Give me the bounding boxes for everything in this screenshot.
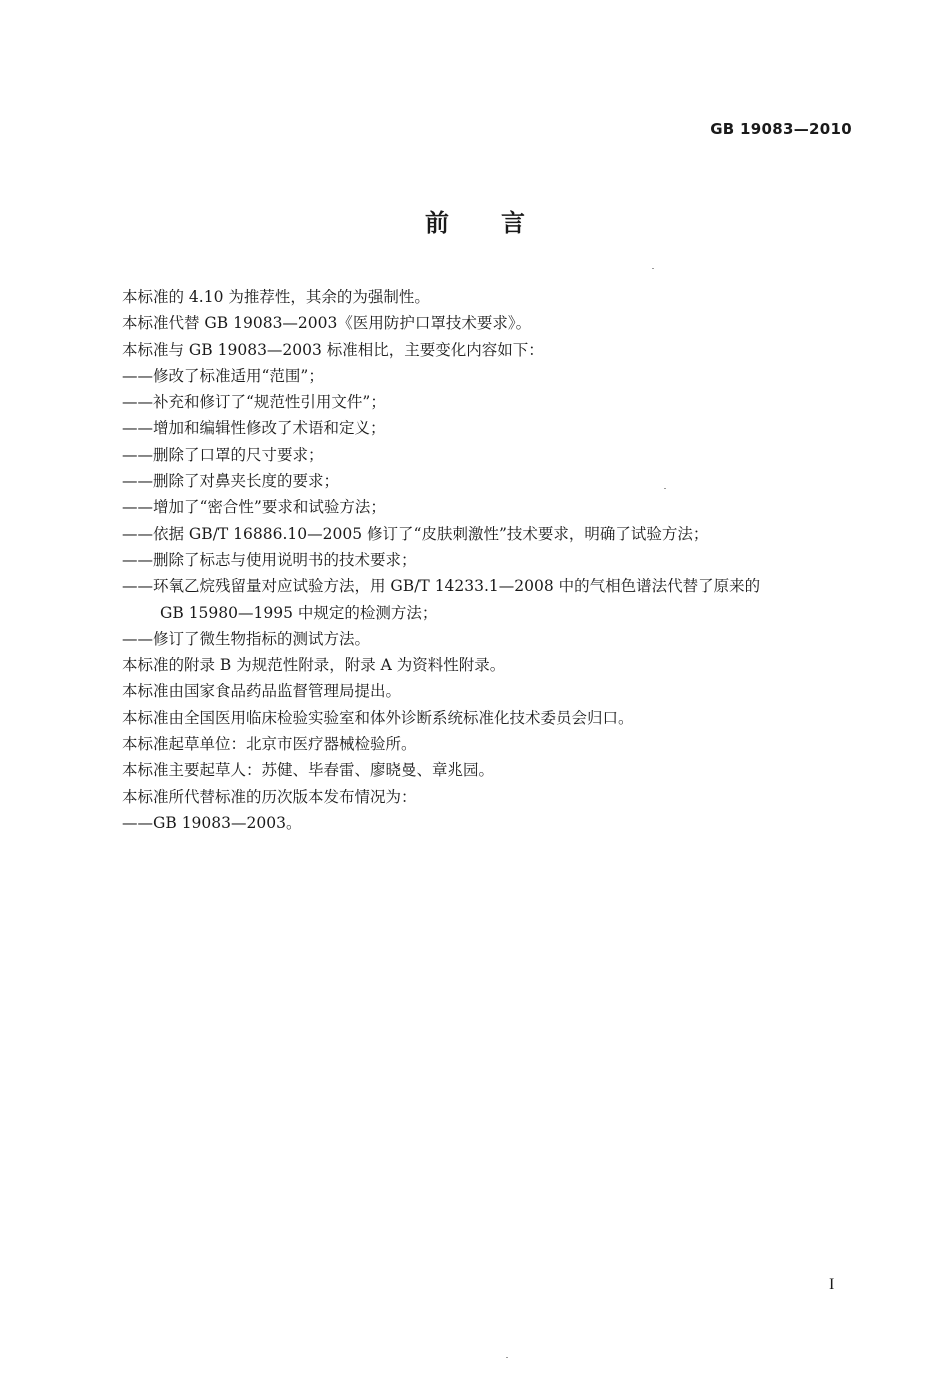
text-line: 本标准的 4.10 为推荐性，其余的为强制性。: [122, 288, 430, 306]
text-line: 本标准代替 GB 19083—2003《医用防护口罩技术要求》。: [122, 314, 532, 333]
scan-speck: [664, 488, 666, 489]
list-item: ——删除了口罩的尺寸要求；: [122, 445, 324, 464]
text-line: 本标准的附录 B 为规范性附录，附录 A 为资料性附录。: [122, 656, 506, 675]
text-line: 本标准起草单位：北京市医疗器械检验所。: [122, 735, 417, 754]
list-item: ——修改了标准适用“范围”；: [122, 366, 324, 385]
list-item: ——增加和编辑性修改了术语和定义；: [122, 419, 386, 438]
page-title: 前言: [425, 209, 577, 237]
list-item: ——补充和修订了“规范性引用文件”；: [122, 393, 386, 412]
list-item: ——删除了对鼻夹长度的要求；: [122, 472, 340, 491]
text-line: 本标准由全国医用临床检验实验室和体外诊断系统标准化技术委员会归口。: [122, 708, 634, 727]
text-line: 本标准主要起草人：苏健、毕春雷、廖晓曼、章兆园。: [122, 761, 495, 780]
page-number: I: [829, 1276, 835, 1293]
list-item: ——增加了“密合性”要求和试验方法；: [122, 498, 386, 517]
list-item: ——环氧乙烷残留量对应试验方法，用 GB/T 14233.1—2008 中的气相色谱法代替了原来的: [122, 577, 761, 596]
text-line: 本标准所代替标准的历次版本发布情况为：: [122, 787, 417, 806]
list-item: ——依据 GB/T 16886.10—2005 修订了“皮肤刺激性”技术要求，明确了试验方法；: [122, 524, 709, 543]
text-line: 本标准由国家食品药品监督管理局提出。: [122, 682, 402, 701]
list-item-continuation: GB 15980—1995 中规定的检测方法；: [160, 603, 438, 622]
standard-code: GB 19083—2010: [710, 120, 852, 138]
list-item: ——GB 19083—2003。: [122, 813, 302, 832]
scan-speck: [652, 268, 654, 269]
scan-speck: [506, 1357, 508, 1358]
list-item: ——删除了标志与使用说明书的技术要求；: [122, 550, 417, 569]
text-line: 本标准与 GB 19083—2003 标准相比，主要变化内容如下：: [122, 340, 544, 359]
list-item: ——修订了微生物指标的测试方法。: [122, 629, 371, 648]
foreword-body: [122, 284, 852, 836]
